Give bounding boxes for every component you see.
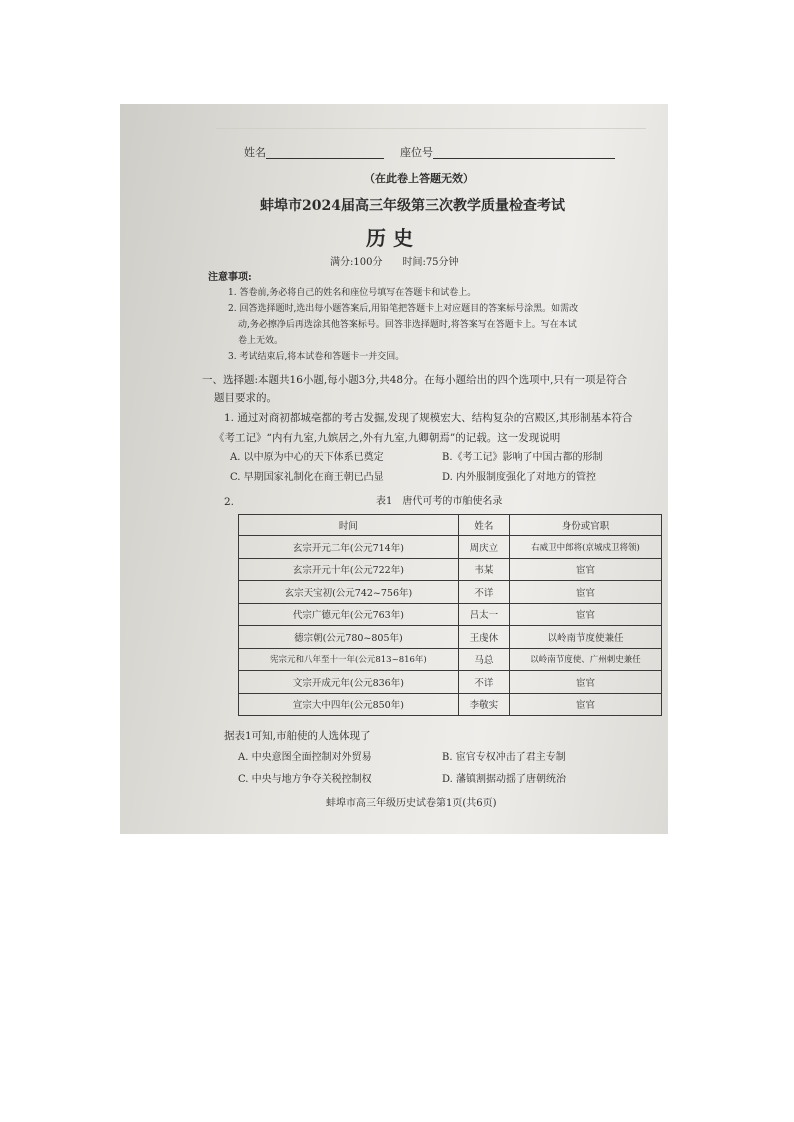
table-cell: 宣宗大中四年(公元850年) <box>239 693 459 716</box>
exam-title: 蚌埠市2024届高三年级第三次教学质量检查考试 <box>260 198 565 214</box>
score-time: 满分:100分 时间:75分钟 <box>330 257 459 268</box>
table-row <box>239 671 662 694</box>
bleed-through-marks <box>216 128 646 130</box>
seat-field <box>400 146 615 159</box>
q2-stem: 据表1可知,市舶使的人选体现了 <box>224 730 371 742</box>
table-cell: 以岭南节度使兼任 <box>509 626 661 649</box>
table-row <box>239 536 662 559</box>
name-label: 姓名 <box>244 146 266 159</box>
table-cell: 文宗开成元年(公元836年) <box>239 671 459 694</box>
table-cell: 王虔休 <box>458 626 509 649</box>
table-row <box>239 648 662 671</box>
table-cell: 代宗广德元年(公元763年) <box>239 603 459 626</box>
table-cell: 宦官 <box>509 671 661 694</box>
envoy-table <box>238 514 662 716</box>
q2-number: 2. <box>224 496 235 508</box>
table-cell: 玄宗开元十年(公元722年) <box>239 558 459 581</box>
table-cell: 以岭南节度使、广州刺史兼任 <box>509 648 661 671</box>
instruction-line: 卷上无效。 <box>238 336 284 346</box>
seat-underline <box>433 158 615 159</box>
table-cell: 不详 <box>458 671 509 694</box>
table-header-row <box>239 515 662 536</box>
table-cell: 不详 <box>458 581 509 604</box>
exam-photo <box>120 104 668 834</box>
instruction-line: 2. 回答选择题时,选出每小题答案后,用铅笔把答题卡上对应题目的答案标号涂黑。如需改 <box>228 304 579 314</box>
seat-label: 座位号 <box>400 146 433 159</box>
table-cell: 宦官 <box>509 693 661 716</box>
q1-option-a[interactable]: A. 以中原为中心的天下体系已奠定 <box>230 452 384 463</box>
table-cell: 宦官 <box>509 603 661 626</box>
q2-option-b[interactable]: B. 宦官专权冲击了君主专制 <box>442 752 566 763</box>
table-row <box>239 626 662 649</box>
q2-option-c[interactable]: C. 中央与地方争夺关税控制权 <box>238 774 372 785</box>
instruction-line: 动,务必擦净后再选涂其他答案标号。回答非选择题时,将答案写在答题卡上。写在本试 <box>238 320 577 330</box>
answer-invalid-notice: （在此卷上答题无效） <box>364 172 474 185</box>
table-row <box>239 603 662 626</box>
table-cell: 右威卫中郎将(京城戍卫将领) <box>509 536 661 559</box>
instruction-line: 1. 答卷前,务必将自己的姓名和座位号填写在答题卡和试卷上。 <box>228 288 477 298</box>
subject-title: 历 史 <box>366 226 413 250</box>
q1-option-b[interactable]: B.《考工记》影响了中国古都的形制 <box>442 452 603 463</box>
table-row <box>239 558 662 581</box>
table-row <box>239 693 662 716</box>
q1-option-d[interactable]: D. 内外服制度强化了对地方的管控 <box>442 472 597 483</box>
table-caption: 表1 唐代可考的市舶使名录 <box>376 496 503 507</box>
page-footer: 蚌埠市高三年级历史试卷第1页(共6页) <box>326 798 497 809</box>
table-cell: 宪宗元和八年至十一年(公元813~816年) <box>239 648 459 671</box>
table-cell: 玄宗开元二年(公元714年) <box>239 536 459 559</box>
q1-option-c[interactable]: C. 早期国家礼制化在商王朝已凸显 <box>230 472 384 483</box>
q1-stem-cont: 《考工记》“内有九室,九嫔居之,外有九室,九卿朝焉”的记载。这一发现说明 <box>214 432 561 444</box>
section-heading-cont: 题目要求的。 <box>214 392 277 404</box>
table-header-cell: 身份或官职 <box>509 515 661 536</box>
table-cell: 宦官 <box>509 581 661 604</box>
table-cell: 吕太一 <box>458 603 509 626</box>
table-cell: 德宗朝(公元780~805年) <box>239 626 459 649</box>
table-cell: 宦官 <box>509 558 661 581</box>
instruction-line: 3. 考试结束后,将本试卷和答题卡一并交回。 <box>228 352 405 362</box>
q2-option-d[interactable]: D. 藩镇割据动摇了唐朝统治 <box>442 774 567 785</box>
name-underline <box>266 158 384 159</box>
section-heading: 一、选择题:本题共16小题,每小题3分,共48分。在每小题给出的四个选项中,只有一项是符合 <box>202 374 627 386</box>
table-header-cell: 姓名 <box>458 515 509 536</box>
q2-option-a[interactable]: A. 中央意图全面控制对外贸易 <box>238 752 372 763</box>
name-field <box>244 146 384 159</box>
table-row <box>239 581 662 604</box>
table-cell: 玄宗天宝初(公元742~756年) <box>239 581 459 604</box>
table-cell: 韦某 <box>458 558 509 581</box>
instructions-heading: 注意事项: <box>208 272 252 283</box>
q1-stem: 1. 通过对商初都城亳都的考古发掘,发现了规模宏大、结构复杂的宫殿区,其形制基本符合 <box>224 412 633 424</box>
table-cell: 马总 <box>458 648 509 671</box>
table-cell: 李敬实 <box>458 693 509 716</box>
table-cell: 周庆立 <box>458 536 509 559</box>
table-header-cell: 时间 <box>239 515 459 536</box>
